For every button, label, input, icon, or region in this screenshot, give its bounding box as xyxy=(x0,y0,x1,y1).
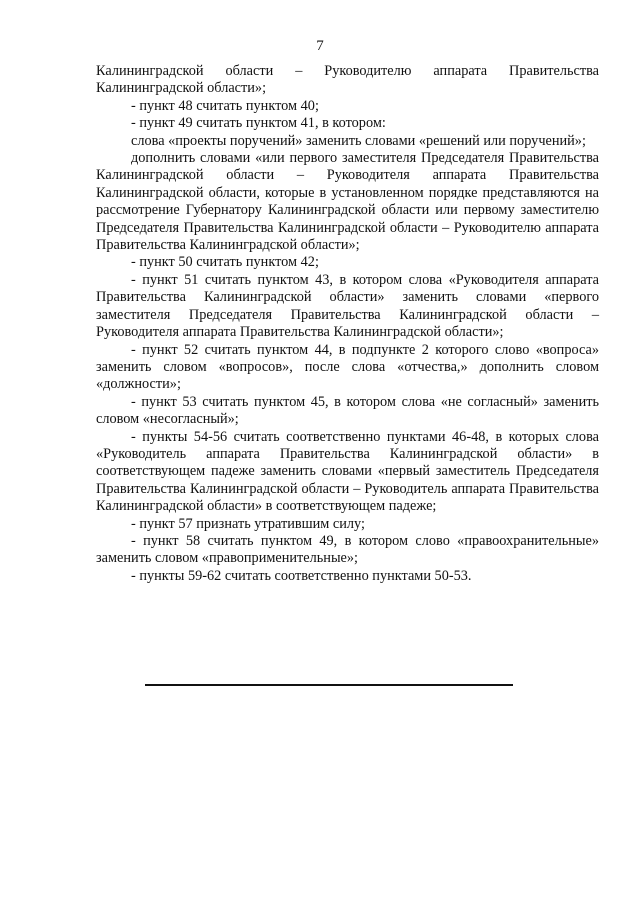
page-number: 7 xyxy=(316,38,324,54)
paragraph: слова «проекты поручений» заменить словами «решений или поручений»; xyxy=(131,132,586,149)
paragraph: - пункт 48 считать пунктом 40; xyxy=(131,97,319,114)
document-body xyxy=(96,63,599,585)
paragraph: - пункт 49 считать пунктом 41, в котором: xyxy=(131,115,386,132)
paragraph: - пункт 53 считать пунктом 45, в котором слова «не согласный» заменить словом «несогласный»; xyxy=(96,393,599,428)
paragraph: - пункты 59-62 считать соответственно пунктами 50-53. xyxy=(131,567,472,584)
paragraph: - пункт 58 считать пунктом 49, в котором слово «правоохранительные» заменить словом «правоприменительные»; xyxy=(96,532,599,567)
paragraph: - пункты 54-56 считать соответственно пунктами 46-48, в которых слова «Руководитель аппарата Правительства Калининградской области» в соответствующем падеже заменить словами «первый заместитель Председателя Правительства Калининградской области – Руководитель аппарата Правительства Калининградской области» в соответствующем падеже; xyxy=(96,428,599,515)
end-separator-line xyxy=(145,684,513,686)
paragraph: - пункт 51 считать пунктом 43, в котором слова «Руководителя аппарата Правительства Калининградской области» заменить словами «первого заместителя Председателя Правительства Калининградской области – Руководителя аппарата Правительства Калининградской области»; xyxy=(96,271,599,341)
paragraph: - пункт 57 признать утратившим силу; xyxy=(131,515,365,532)
paragraph: Калининградской области – Руководителю аппарата Правительства Калининградской области»; xyxy=(96,63,599,97)
paragraph: - пункт 50 считать пунктом 42; xyxy=(131,254,319,271)
paragraph: - пункт 52 считать пунктом 44, в подпункте 2 которого слово «вопроса» заменить словом «вопросов», после слова «отчества,» дополнить словом «должности»; xyxy=(96,341,599,393)
paragraph: дополнить словами «или первого заместителя Председателя Правительства Калининградской области – Руководителя аппарата Правительства Калининградской области, которые в установленном порядке представляются на рассмотрение Губернатору Калининградской области или первому заместителю Председателя Правительства Калининградской области – Руководителю аппарата Правительства Калининградской области»; xyxy=(96,150,599,254)
